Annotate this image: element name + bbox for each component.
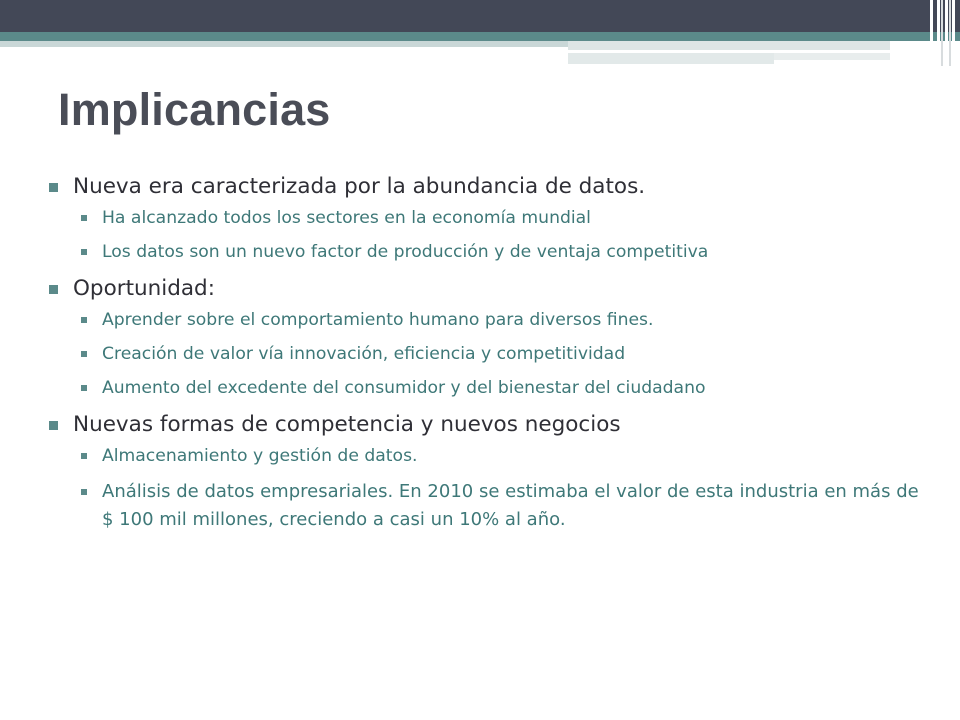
sub-bullet-item — [44, 444, 924, 468]
header-stripe — [941, 0, 943, 66]
header-band-light — [568, 53, 774, 64]
square-bullet-icon — [81, 351, 87, 357]
square-bullet-icon — [49, 285, 58, 294]
header-stripe — [952, 0, 955, 66]
bullet-text: Nuevas formas de competencia y nuevos negocios — [73, 412, 621, 437]
square-bullet-icon — [81, 317, 87, 323]
square-bullet-icon — [49, 183, 58, 192]
sub-bullet-item — [44, 342, 924, 366]
sub-bullet-list — [44, 206, 924, 264]
header-stripe — [937, 0, 940, 66]
slide-title: Implicancias — [58, 84, 331, 135]
slide-body — [44, 172, 924, 544]
sub-bullet-item — [44, 308, 924, 332]
square-bullet-icon — [81, 249, 87, 255]
header-band-teal — [0, 32, 960, 41]
square-bullet-icon — [81, 453, 87, 459]
sub-bullet-item — [44, 206, 924, 230]
sub-bullet-item — [44, 478, 924, 534]
header-band-light — [774, 53, 890, 60]
sub-bullet-list — [44, 308, 924, 400]
header-stripe — [945, 0, 948, 66]
header-stripe — [949, 0, 951, 66]
sub-bullet-text: Ha alcanzado todos los sectores en la economía mundial — [102, 208, 591, 228]
bullet-item — [44, 410, 924, 440]
sub-bullet-text: Análisis de datos empresariales. En 2010 se estimaba el valor de esta industria en más de $ 100 mil millones, creciendo a casi un 10% al año. — [102, 481, 919, 530]
sub-bullet-text: Los datos son un nuevo factor de producción y de ventaja competitiva — [102, 242, 709, 262]
header-stripe — [930, 0, 933, 46]
sub-bullet-text: Aprender sobre el comportamiento humano para diversos fines. — [102, 310, 654, 330]
square-bullet-icon — [81, 385, 87, 391]
bullet-text: Nueva era caracterizada por la abundancia de datos. — [73, 174, 646, 199]
header-band-light — [0, 41, 568, 47]
sub-bullet-text: Creación de valor vía innovación, eficiencia y competitividad — [102, 344, 626, 364]
square-bullet-icon — [49, 421, 58, 430]
bullet-text: Oportunidad: — [73, 276, 215, 301]
sub-bullet-list — [44, 444, 924, 534]
sub-bullet-text: Aumento del excedente del consumidor y del bienestar del ciudadano — [102, 378, 706, 398]
bullet-item — [44, 274, 924, 304]
sub-bullet-item — [44, 376, 924, 400]
square-bullet-icon — [81, 489, 87, 495]
sub-bullet-text: Almacenamiento y gestión de datos. — [102, 446, 418, 466]
bullet-item — [44, 172, 924, 202]
square-bullet-icon — [81, 215, 87, 221]
header-band-dark — [0, 0, 960, 32]
sub-bullet-item — [44, 240, 924, 264]
